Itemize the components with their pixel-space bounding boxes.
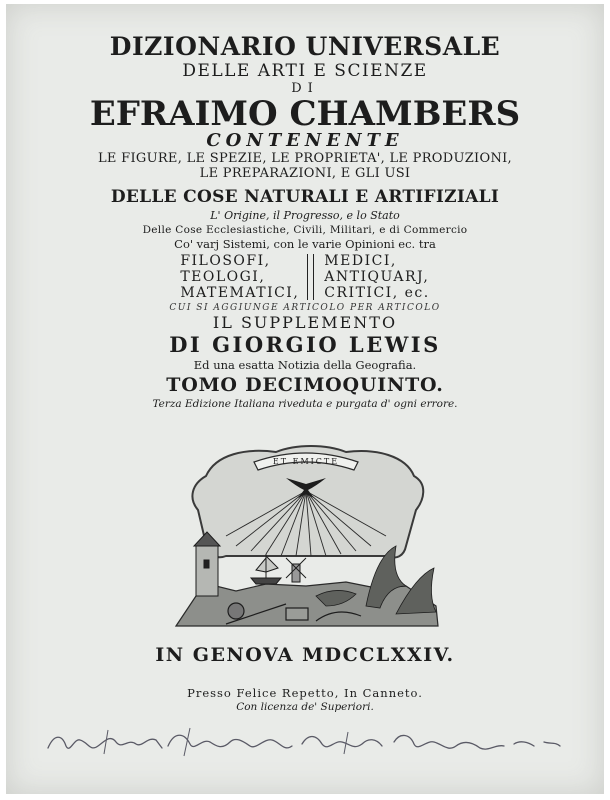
scholar-label: CRITICI, ec. — [324, 285, 430, 301]
origin-line: L' Origine, il Progresso, e lo Stato — [210, 209, 400, 222]
title-block — [6, 4, 604, 410]
lewis-line: DI GIORGIO LEWIS — [169, 332, 441, 357]
motto-text: ET EMICTE — [272, 457, 340, 466]
imprint-license: Con licenza de' Superiori. — [236, 701, 374, 713]
matters-line: Delle Cose Ecclesiastiche, Civili, Militari, e di Commercio — [142, 224, 468, 236]
scholar-label: ANTIQUARJ, — [324, 269, 430, 285]
edition-line: Terza Edizione Italiana riveduta e purgata d' ogni errore. — [152, 398, 458, 410]
author-name: EFRAIMO CHAMBERS — [89, 94, 521, 134]
scholar-label: TEOLOGI, — [180, 269, 266, 285]
geography-line: Ed una esatta Notizia della Geografia. — [193, 358, 417, 372]
ship-icon — [251, 554, 281, 584]
systems-line: Co' varj Sistemi, con le varie Opinioni ec. tra — [174, 237, 436, 251]
windmill-icon — [286, 558, 306, 582]
supplement-line: IL SUPPLEMENTO — [212, 313, 398, 332]
work-title: DIZIONARIO UNIVERSALE — [109, 32, 501, 61]
contents-line-2: LE PREPARAZIONI, E GLI USI — [199, 166, 411, 181]
imprint-place-date: IN GENOVA MDCCLXXIV. — [155, 644, 455, 666]
contents-line-3: DELLE COSE NATURALI E ARTIFIZIALI — [110, 187, 500, 207]
preposition-di: DI — [291, 81, 319, 96]
contents-line-1: LE FIGURE, LE SPEZIE, LE PROPRIETA', LE PRODUZIONI, — [97, 151, 512, 166]
imprint-printer: Presso Felice Repetto, In Canneto. — [187, 686, 423, 700]
scholar-label: MATEMATICI, — [180, 285, 300, 301]
volume-number: TOMO DECIMOQUINTO. — [166, 374, 444, 396]
scholar-label: MEDICI, — [324, 253, 397, 269]
column-separator — [307, 254, 314, 300]
title-page — [6, 4, 604, 794]
engraved-vignette — [166, 436, 446, 636]
contenente-heading: CONTENENTE — [206, 130, 404, 151]
handwritten-inscription — [44, 720, 564, 762]
scholar-label: FILOSOFI, — [180, 253, 271, 269]
scholars-columns — [6, 253, 604, 301]
scholars-right-column — [314, 253, 429, 301]
tower-icon — [194, 532, 220, 596]
scholars-left-column — [180, 253, 307, 301]
addition-line: CUI SI AGGIUNGE ARTICOLO PER ARTICOLO — [169, 303, 441, 313]
work-subtitle: DELLE ARTI E SCIENZE — [182, 61, 428, 81]
